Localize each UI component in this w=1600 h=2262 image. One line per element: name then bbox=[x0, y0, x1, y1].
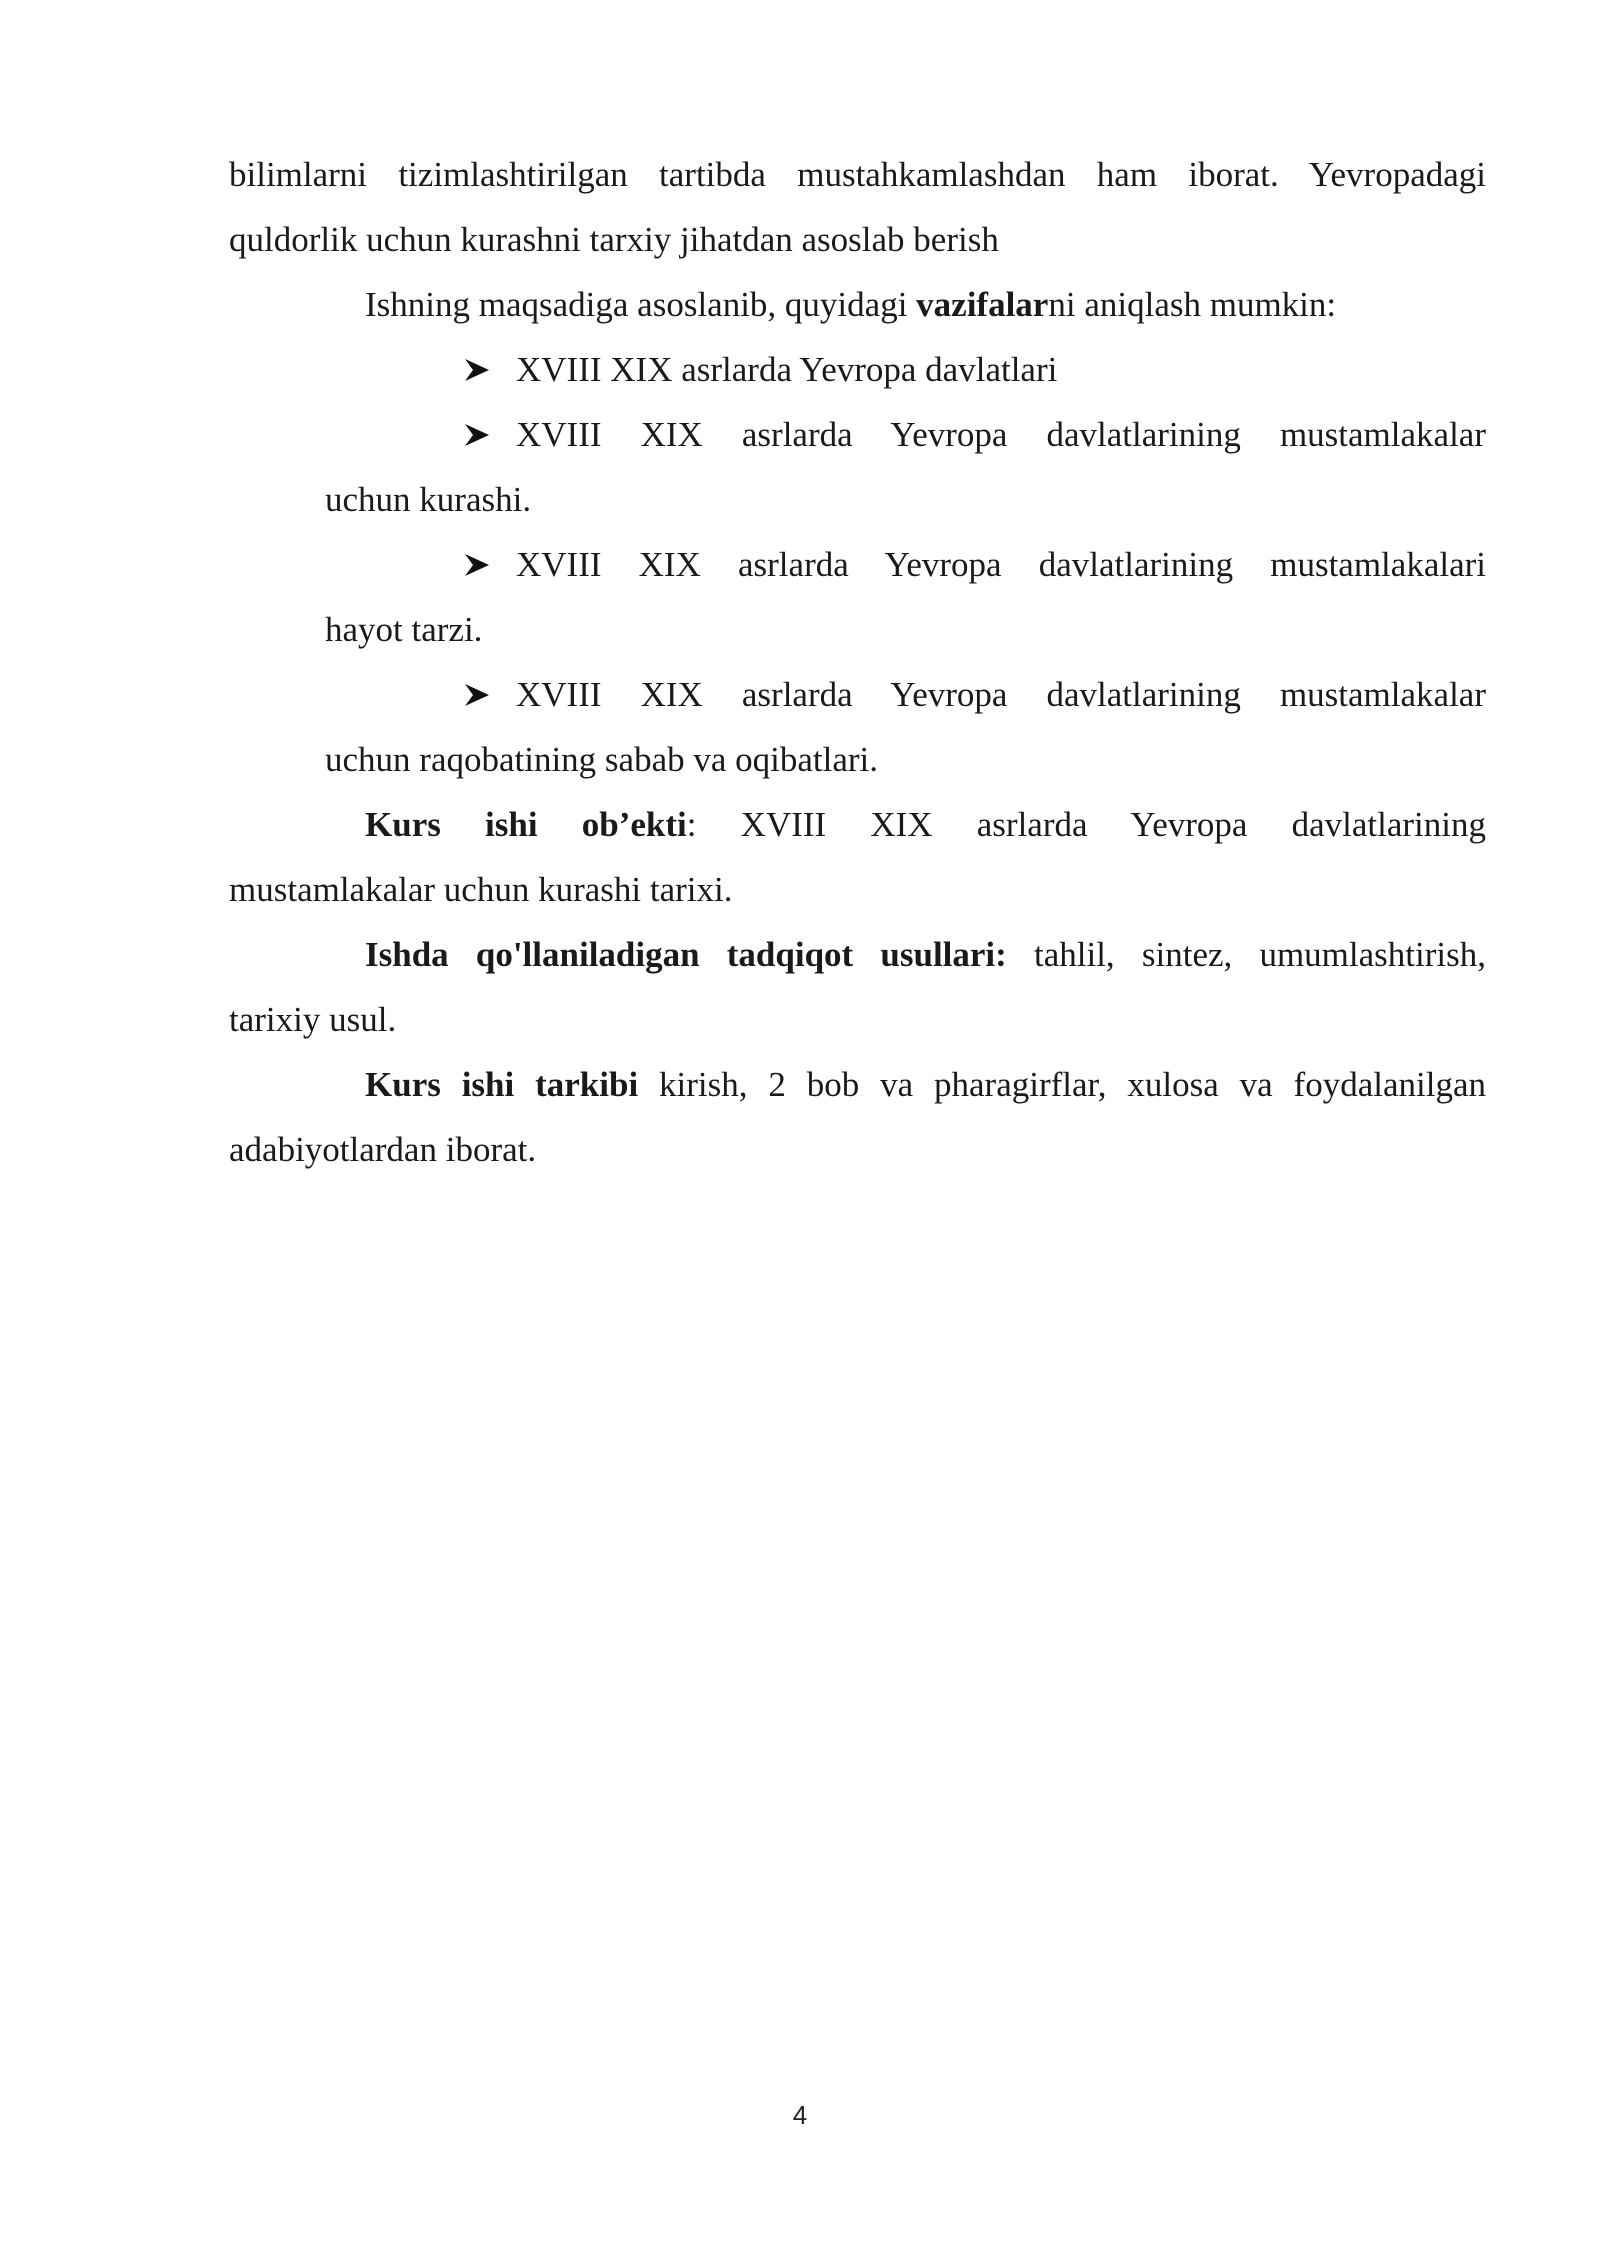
methods-paragraph bbox=[365, 930, 1486, 980]
list-item-text: XVIII XIX asrlarda Yevropa davlatlari bbox=[516, 350, 1058, 389]
list-item bbox=[463, 540, 1486, 590]
paragraph-line bbox=[229, 215, 1486, 265]
list-item-continuation bbox=[325, 475, 1486, 525]
list-item-text: XVIII XIX asrlarda Yevropa davlatlarining mustamlakalar bbox=[516, 675, 1486, 714]
tasks-intro bbox=[365, 280, 1486, 330]
tasks-keyword: vazifalar bbox=[916, 285, 1049, 324]
paragraph-text: tarixiy usul. bbox=[229, 1000, 397, 1039]
paragraph-text: mustamlakalar uchun kurashi tarixi. bbox=[229, 870, 733, 909]
page-number: 4 bbox=[792, 2100, 808, 2130]
paragraph-text: bilimlarni tizimlashtirilgan tartibda mustahkamlashdan ham iborat. Yevropadagi bbox=[229, 155, 1486, 194]
paragraph-text: quldorlik uchun kurashni tarxiy jihatdan asoslab berish bbox=[229, 220, 999, 259]
list-item-continuation bbox=[325, 735, 1486, 785]
paragraph-text: : XVIII XIX asrlarda Yevropa davlatlarining bbox=[686, 805, 1486, 844]
object-paragraph bbox=[365, 800, 1486, 850]
paragraph-text: adabiyotlardan iborat. bbox=[229, 1130, 537, 1169]
paragraph-line bbox=[229, 865, 1486, 915]
list-item-text: uchun kurashi. bbox=[325, 480, 532, 519]
object-heading: Kurs ishi ob’ekti bbox=[365, 805, 687, 844]
paragraph-line bbox=[229, 1125, 1486, 1175]
arrowhead-bullet-icon bbox=[463, 423, 491, 447]
tasks-intro-text: Ishning maqsadiga asoslanib, quyidagi bbox=[365, 285, 917, 324]
paragraph-line bbox=[229, 150, 1486, 200]
structure-paragraph bbox=[365, 1060, 1486, 1110]
list-item-text: XVIII XIX asrlarda Yevropa davlatlarining mustamlakalari bbox=[516, 545, 1486, 584]
list-item bbox=[463, 345, 1486, 395]
list-item bbox=[463, 670, 1486, 720]
paragraph-text: tahlil, sintez, umumlashtirish, bbox=[1006, 935, 1486, 974]
arrowhead-bullet-icon bbox=[463, 358, 491, 382]
list-item bbox=[463, 410, 1486, 460]
list-item-continuation bbox=[325, 605, 1486, 655]
methods-heading: Ishda qo'llaniladigan tadqiqot usullari: bbox=[365, 935, 1007, 974]
list-item-text: XVIII XIX asrlarda Yevropa davlatlarining mustamlakalar bbox=[516, 415, 1486, 454]
arrowhead-bullet-icon bbox=[463, 683, 491, 707]
paragraph-line bbox=[229, 995, 1486, 1045]
arrowhead-bullet-icon bbox=[463, 553, 491, 577]
paragraph-text: kirish, 2 bob va pharagirflar, xulosa va foydalanilgan bbox=[638, 1065, 1486, 1104]
structure-heading: Kurs ishi tarkibi bbox=[365, 1065, 639, 1104]
list-item-text: hayot tarzi. bbox=[325, 610, 483, 649]
list-item-text: uchun raqobatining sabab va oqibatlari. bbox=[325, 740, 879, 779]
tasks-intro-text: ni aniqlash mumkin: bbox=[1048, 285, 1337, 324]
